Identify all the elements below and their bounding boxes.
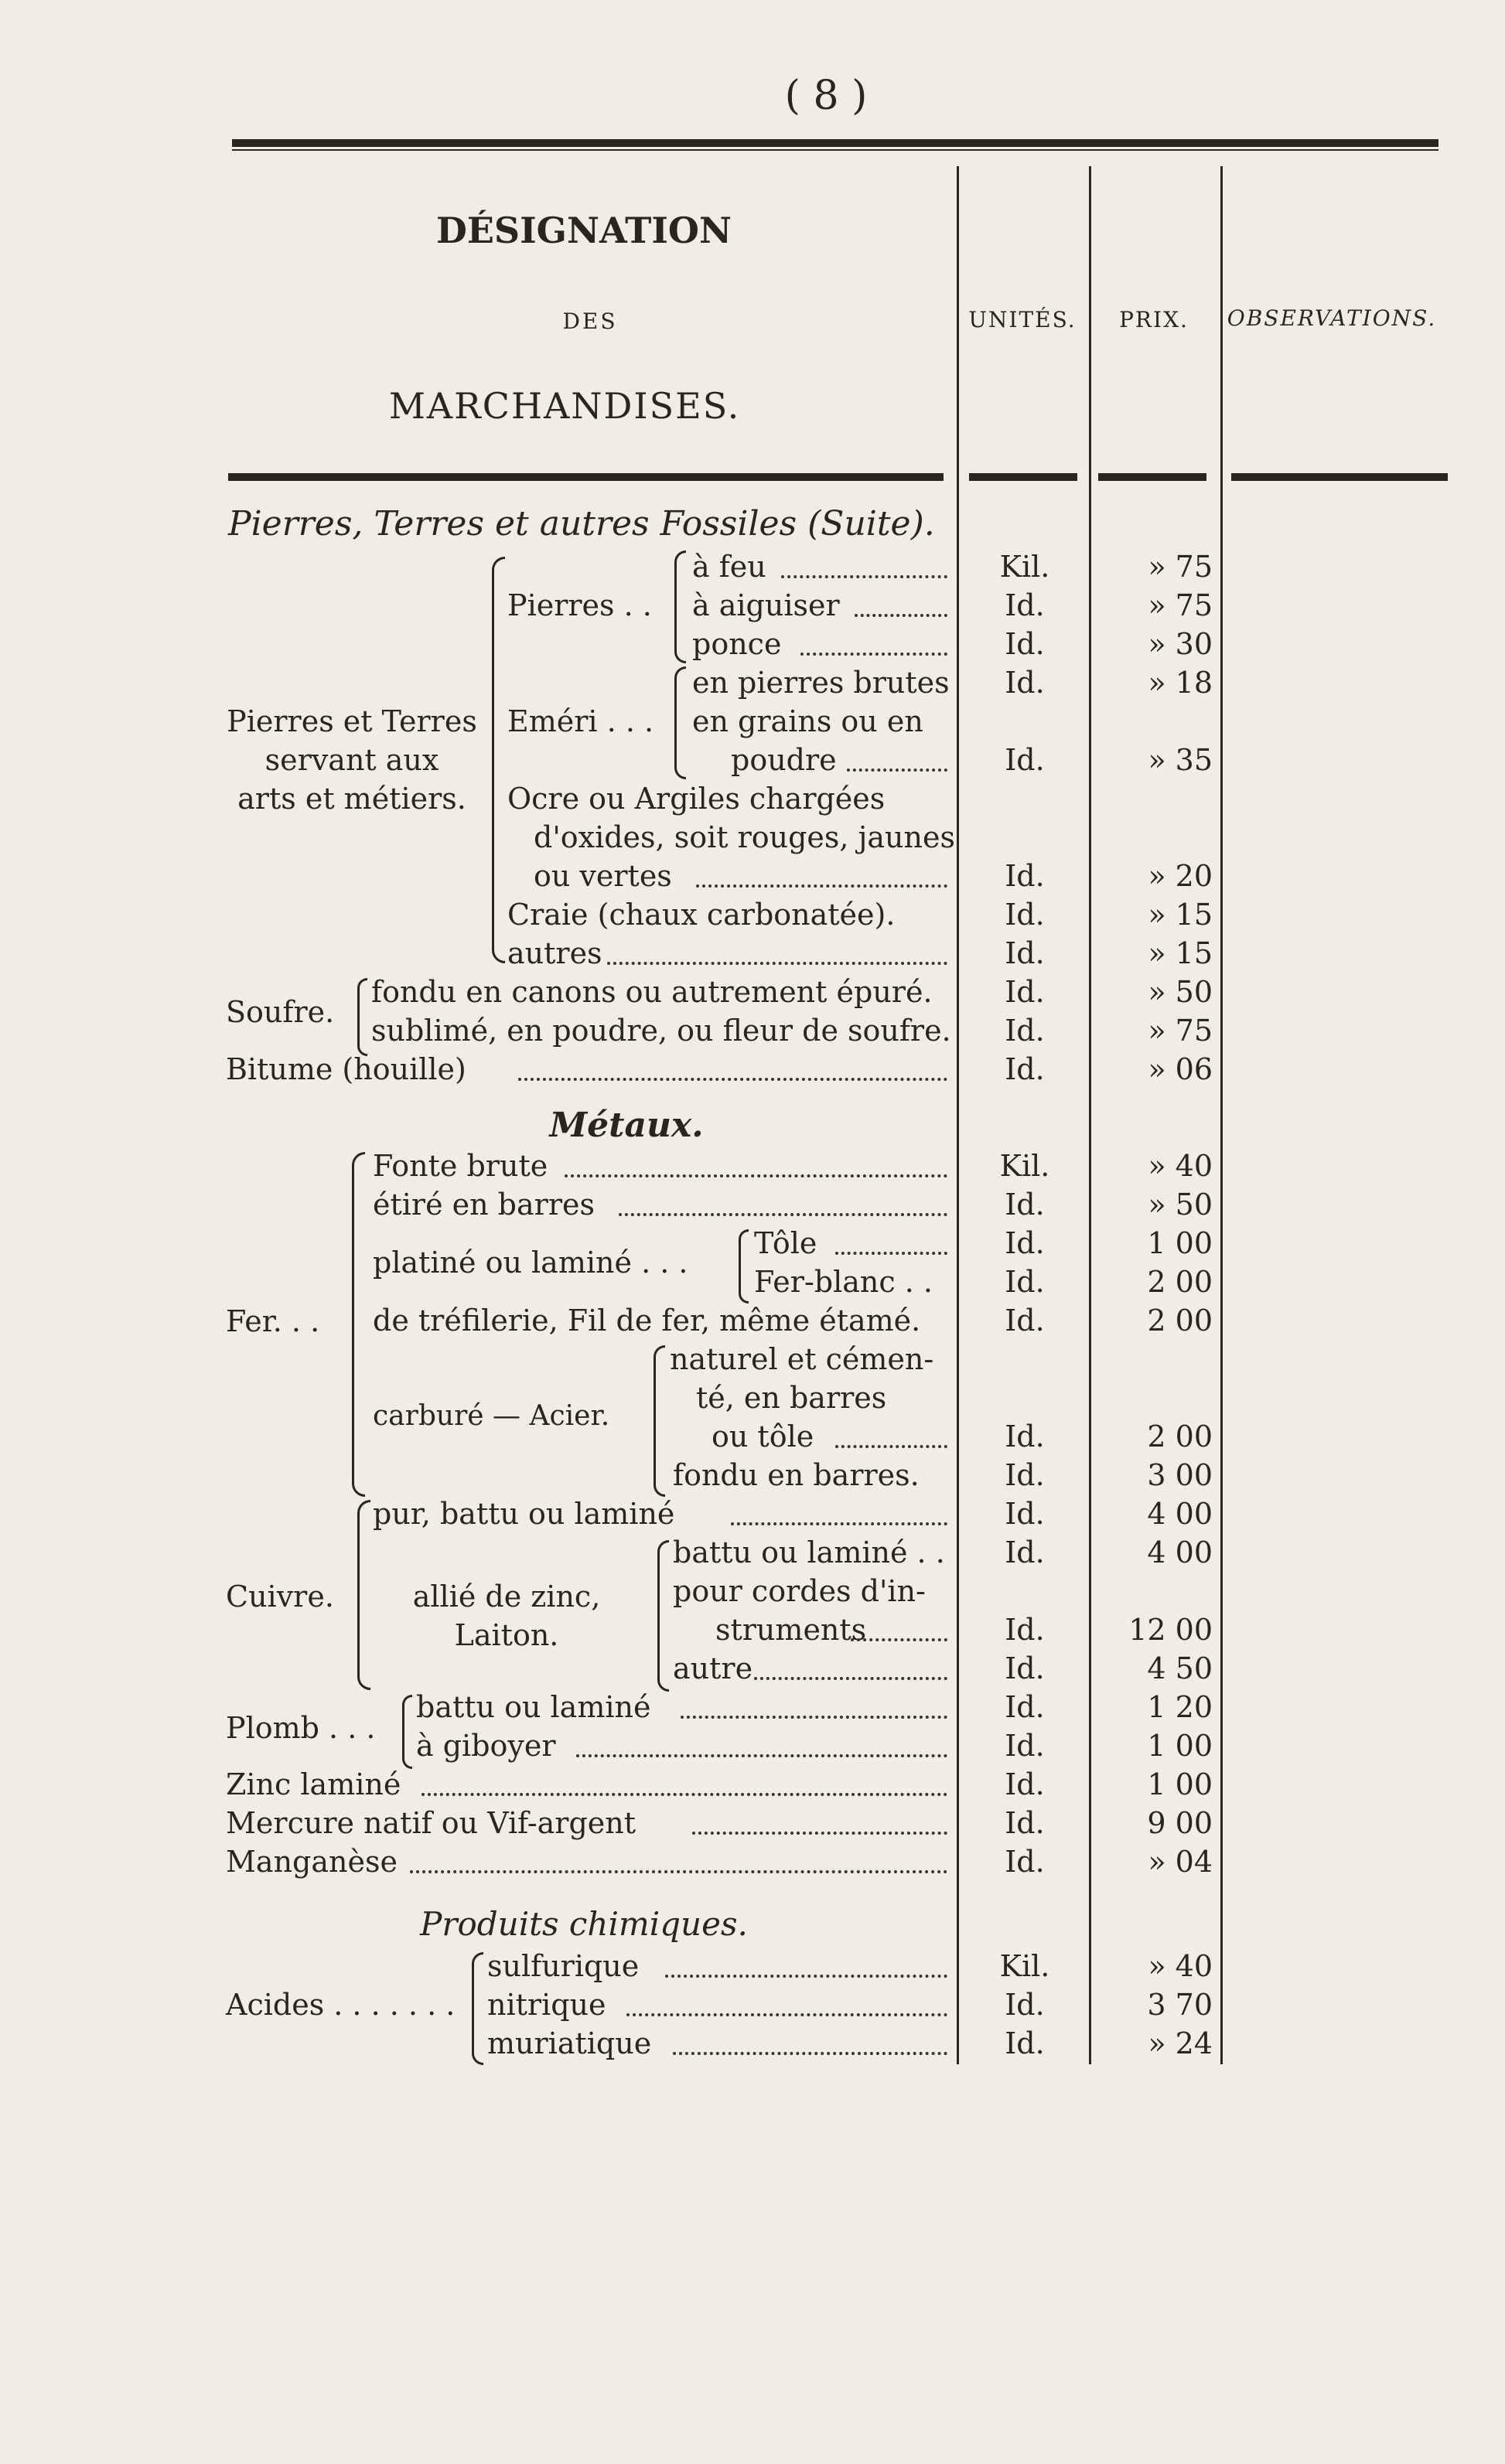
row-label: de tréfilerie, Fil de fer, même étamé. xyxy=(373,1304,921,1338)
price-cell: 4 50 xyxy=(1147,1651,1213,1685)
leader-dots xyxy=(754,1677,947,1680)
price-cell: 2 00 xyxy=(1147,1304,1213,1338)
price-cell: 1 00 xyxy=(1147,1729,1213,1763)
group-emeri: Eméri . . . xyxy=(507,704,654,738)
brace-laiton xyxy=(657,1540,669,1692)
row-label: étiré en barres xyxy=(373,1188,595,1222)
row-label: Craie (chaux carbonatée). xyxy=(507,898,896,932)
row-label: muriatique xyxy=(487,2026,652,2060)
row-label: Bitume (houille) xyxy=(226,1052,466,1086)
leader-dots xyxy=(681,1716,947,1719)
row-label: Mercure natif ou Vif-argent xyxy=(226,1806,636,1840)
unit-cell: Kil. xyxy=(999,1949,1050,1983)
group-cuivre: Cuivre. xyxy=(226,1580,334,1614)
group-fer: Fer. . . xyxy=(226,1304,320,1338)
leader-dots xyxy=(410,1870,947,1873)
leader-dots xyxy=(800,653,947,656)
price-cell: 1 00 xyxy=(1147,1767,1213,1801)
price-cell: » 30 xyxy=(1148,627,1213,661)
row-label: Zinc laminé xyxy=(226,1767,401,1801)
price-cell: 3 70 xyxy=(1147,1988,1213,2022)
price-cell: 2 00 xyxy=(1147,1419,1213,1454)
row-label: ponce xyxy=(692,627,782,661)
leader-dots xyxy=(665,1975,947,1978)
price-cell: » 04 xyxy=(1148,1845,1213,1879)
row-label: struments xyxy=(715,1613,867,1647)
unit-cell: Id. xyxy=(1005,666,1045,700)
unit-cell: Id. xyxy=(1005,1845,1045,1879)
unit-cell: Id. xyxy=(1005,1226,1045,1260)
unit-cell: Kil. xyxy=(999,550,1050,584)
row-label: pour cordes d'in- xyxy=(673,1574,926,1608)
row-label: sublimé, en poudre, ou fleur de soufre. xyxy=(371,1014,951,1048)
unit-cell: Id. xyxy=(1005,1497,1045,1531)
divider-prix-observations xyxy=(1220,166,1223,2064)
top-rule-thin xyxy=(232,149,1438,151)
price-cell: 4 00 xyxy=(1147,1497,1213,1531)
price-cell: 2 00 xyxy=(1147,1265,1213,1299)
brace-plomb xyxy=(402,1695,412,1769)
unit-cell: Id. xyxy=(1005,1265,1045,1299)
unit-cell: Kil. xyxy=(999,1149,1050,1183)
row-label: ou vertes xyxy=(534,859,672,893)
header-rule-unites xyxy=(969,473,1077,481)
group-carbure: carburé — Acier. xyxy=(373,1400,610,1432)
unit-cell: Id. xyxy=(1005,1458,1045,1492)
unit-cell: Id. xyxy=(1005,1304,1045,1338)
price-cell: 3 00 xyxy=(1147,1458,1213,1492)
row-label: battu ou laminé xyxy=(416,1690,651,1724)
price-cell: » 75 xyxy=(1148,1014,1213,1048)
row-label: Fonte brute xyxy=(373,1149,548,1183)
row-label: à feu xyxy=(692,550,766,584)
unit-cell: Id. xyxy=(1005,1052,1045,1086)
brace-cuivre xyxy=(357,1500,370,1690)
row-label: en pierres brutes xyxy=(692,666,950,700)
section-produits: Produits chimiques. xyxy=(420,1905,748,1943)
price-cell: » 24 xyxy=(1148,2026,1213,2060)
row-label: sulfurique xyxy=(487,1949,640,1983)
header-unites: UNITÉS. xyxy=(968,307,1077,332)
brace-emeri xyxy=(674,666,686,779)
unit-cell: Id. xyxy=(1005,1014,1045,1048)
leader-dots xyxy=(692,1832,947,1835)
leader-dots xyxy=(781,575,947,578)
row-label: à aiguiser xyxy=(692,588,840,622)
row-label: Fer-blanc . . xyxy=(754,1265,933,1299)
row-label: té, en barres xyxy=(696,1381,887,1415)
leader-dots xyxy=(576,1754,947,1757)
price-cell: » 06 xyxy=(1148,1052,1213,1086)
leader-dots xyxy=(673,2052,947,2055)
price-cell: 12 00 xyxy=(1128,1613,1213,1647)
brace-platine xyxy=(739,1229,749,1304)
header-observations: OBSERVATIONS. xyxy=(1227,305,1437,331)
header-des: DES xyxy=(562,308,618,334)
group-acides: Acides . . . . . . . xyxy=(226,1988,456,2022)
price-cell: » 20 xyxy=(1148,859,1213,893)
leader-dots xyxy=(626,2013,947,2016)
unit-cell: Id. xyxy=(1005,898,1045,932)
unit-cell: Id. xyxy=(1005,1690,1045,1724)
unit-cell: Id. xyxy=(1005,1806,1045,1840)
section-metaux: Métaux. xyxy=(549,1106,704,1145)
leader-dots xyxy=(835,1252,947,1255)
price-cell: » 40 xyxy=(1148,1949,1213,1983)
group-servant-aux: servant aux xyxy=(264,743,439,777)
leader-dots xyxy=(619,1213,947,1216)
header-rule-observations xyxy=(1231,473,1448,481)
row-label: naturel et cémen- xyxy=(670,1342,934,1376)
leader-dots xyxy=(835,1445,947,1448)
unit-cell: Id. xyxy=(1005,2026,1045,2060)
row-label: ou tôle xyxy=(712,1419,814,1454)
price-cell: » 40 xyxy=(1148,1149,1213,1183)
row-label: Ocre ou Argiles chargées xyxy=(507,782,886,816)
row-label: d'oxides, soit rouges, jaunes xyxy=(534,820,955,854)
leader-dots xyxy=(731,1522,947,1525)
price-cell: » 18 xyxy=(1148,666,1213,700)
leader-dots xyxy=(518,1078,947,1081)
top-rule xyxy=(232,139,1438,147)
unit-cell: Id. xyxy=(1005,1188,1045,1222)
leader-dots xyxy=(696,884,947,888)
group-laiton-2: Laiton. xyxy=(454,1618,559,1652)
unit-cell: Id. xyxy=(1005,1651,1045,1685)
leader-dots xyxy=(847,769,947,772)
unit-cell: Id. xyxy=(1005,743,1045,777)
row-label: à giboyer xyxy=(416,1729,556,1763)
leader-dots xyxy=(855,614,947,617)
price-cell: » 15 xyxy=(1148,898,1213,932)
brace-soufre xyxy=(357,978,367,1056)
unit-cell: Id. xyxy=(1005,1419,1045,1454)
row-label: en grains ou en xyxy=(692,704,923,738)
group-plomb: Plomb . . . xyxy=(226,1711,376,1745)
group-platine: platiné ou laminé . . . xyxy=(373,1246,688,1280)
unit-cell: Id. xyxy=(1005,1613,1045,1647)
unit-cell: Id. xyxy=(1005,1988,1045,2022)
leader-dots xyxy=(607,962,947,965)
group-arts-metiers: arts et métiers. xyxy=(237,782,466,816)
row-label: Tôle xyxy=(754,1226,817,1260)
unit-cell: Id. xyxy=(1005,627,1045,661)
row-label: autres xyxy=(507,936,602,970)
brace-pierres xyxy=(674,550,686,663)
divider-unites-prix xyxy=(1089,166,1091,2064)
group-pierres-terres: Pierres et Terres xyxy=(227,704,477,738)
price-cell: » 50 xyxy=(1148,975,1213,1009)
brace-pierres-terres xyxy=(492,557,505,963)
row-label: nitrique xyxy=(487,1988,606,2022)
unit-cell: Id. xyxy=(1005,936,1045,970)
price-cell: 9 00 xyxy=(1147,1806,1213,1840)
group-laiton-1: allié de zinc, xyxy=(412,1580,601,1614)
brace-fer xyxy=(352,1152,365,1497)
row-label: pur, battu ou laminé xyxy=(373,1497,675,1531)
group-pierres: Pierres . . xyxy=(507,588,652,622)
unit-cell: Id. xyxy=(1005,975,1045,1009)
price-cell: 4 00 xyxy=(1147,1535,1213,1569)
brace-acides xyxy=(472,1952,483,2065)
row-label: Manganèse xyxy=(226,1845,398,1879)
price-cell: » 15 xyxy=(1148,936,1213,970)
leader-dots xyxy=(565,1174,947,1177)
unit-cell: Id. xyxy=(1005,588,1045,622)
price-cell: 1 20 xyxy=(1147,1690,1213,1724)
header-rule-prix xyxy=(1098,473,1206,481)
unit-cell: Id. xyxy=(1005,859,1045,893)
leader-dots xyxy=(421,1793,947,1796)
unit-cell: Id. xyxy=(1005,1767,1045,1801)
price-cell: » 75 xyxy=(1148,588,1213,622)
price-cell: 1 00 xyxy=(1147,1226,1213,1260)
price-cell: » 50 xyxy=(1148,1188,1213,1222)
price-cell: » 75 xyxy=(1148,550,1213,584)
page-number: ( 8 ) xyxy=(784,73,868,119)
row-label: fondu en canons ou autrement épuré. xyxy=(371,975,933,1009)
row-label: fondu en barres. xyxy=(673,1458,920,1492)
divider-designation-unites xyxy=(957,166,959,2064)
row-label: autre xyxy=(673,1651,753,1685)
unit-cell: Id. xyxy=(1005,1535,1045,1569)
leader-dots xyxy=(851,1638,947,1641)
header-rule-designation xyxy=(228,473,944,481)
section-pierres: Pierres, Terres et autres Fossiles (Suite). xyxy=(228,504,935,544)
row-label: battu ou laminé . . xyxy=(673,1535,945,1569)
unit-cell: Id. xyxy=(1005,1729,1045,1763)
price-cell: » 35 xyxy=(1148,743,1213,777)
header-designation: DÉSIGNATION xyxy=(435,210,732,251)
group-soufre: Soufre. xyxy=(226,995,335,1029)
header-prix: PRIX. xyxy=(1119,307,1189,332)
row-label: poudre xyxy=(731,743,837,777)
header-marchandises: MARCHANDISES. xyxy=(388,385,741,427)
brace-carbure xyxy=(654,1345,665,1497)
